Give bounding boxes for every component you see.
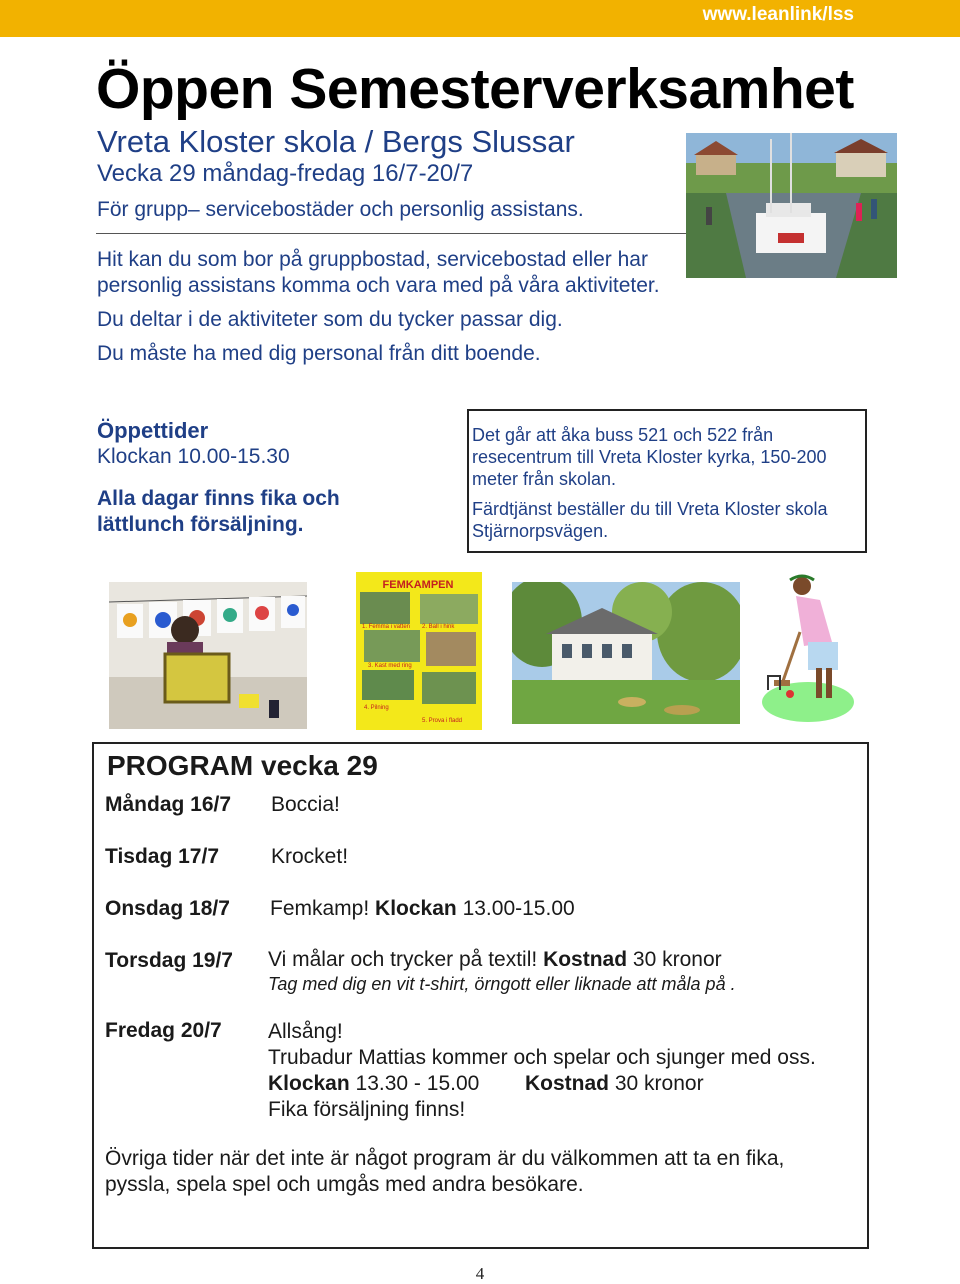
school-yard-photo <box>512 582 740 724</box>
cost-label: Kostnad <box>525 1072 609 1095</box>
cost-value: 30 kronor <box>632 948 722 971</box>
textile-printing-photo <box>109 582 307 729</box>
program-title: PROGRAM vecka 29 <box>107 750 378 781</box>
time-value: 13.00-15.00 <box>462 897 575 920</box>
day-label: Torsdag 19/7 <box>105 949 233 972</box>
activity-line-4: Fika försäljning finns! <box>268 1098 466 1121</box>
bus-info: Det går att åka buss 521 och 522 från resecentrum till Vreta Kloster kyrka, 150-200 meter från skolan. <box>472 425 827 489</box>
program-box <box>92 742 869 1249</box>
cost-label: Kostnad <box>543 948 628 971</box>
intro-paragraph-2: Du deltar i de aktiviteter som du tycker passar dig. <box>97 308 563 331</box>
poster-item-5: 5. Prova i fladd <box>422 718 463 724</box>
activity-text: Boccia! <box>271 793 340 816</box>
activity-line-2: Trubadur Mattias kommer och spelar och sjunger med oss. <box>268 1046 816 1069</box>
fardtjanst-info: Färdtjänst beställer du till Vreta Kloster skola Stjärnorpsvägen. <box>472 499 828 541</box>
cost-value: 30 kronor <box>614 1072 704 1095</box>
activity-text: Femkamp! <box>270 897 370 920</box>
poster-item-2: 2. Ball i hink <box>422 624 455 630</box>
day-label: Onsdag 18/7 <box>105 897 230 920</box>
femkamp-poster <box>356 572 482 730</box>
page-title: Öppen Semesterverksamhet <box>96 57 854 121</box>
hours-title: Öppettider <box>97 418 209 443</box>
croquet-player-clipart <box>760 572 856 724</box>
activity-text: Vi målar och trycker på textil! <box>268 948 538 971</box>
time-label: Klockan <box>268 1072 350 1095</box>
header-bar <box>0 0 960 37</box>
time-value: 13.30 - 15.00 <box>355 1072 480 1095</box>
poster-heading: FEMKAMPEN <box>382 579 454 591</box>
program-closing-text: Övriga tider när det inte är något program är du välkommen att ta en fika, pyssla, spela spel och umgås med andra besökare. <box>105 1147 785 1196</box>
poster-item-4: 4. Pilning <box>364 705 389 711</box>
opening-hours <box>97 418 447 538</box>
activity-text: Krocket! <box>271 845 349 868</box>
intro-paragraph-1: Hit kan du som bor på gruppbostad, servicebostad eller har personlig assistans komma och vara med på våra aktiviteter. <box>97 248 660 297</box>
poster-item-3: 3. Kast med ring <box>368 663 412 669</box>
subtitle-week: Vecka 29 måndag-fredag 16/7-20/7 <box>97 160 474 187</box>
poster-item-1: 1. Femma i vatten <box>362 624 411 630</box>
hours-fika: Alla dagar finns fika och lättlunch försäljning. <box>97 487 340 536</box>
transport-box <box>467 409 867 553</box>
canal-lock-photo <box>686 133 897 278</box>
subtitle-location: Vreta Kloster skola / Bergs Slussar <box>97 124 575 159</box>
activity-text: Allsång! <box>268 1020 343 1043</box>
subtitle-audience: För grupp– servicebostäder och personlig assistans. <box>97 198 584 221</box>
activity-note: Tag med dig en vit t-shirt, örngott eller liknade att måla på . <box>268 974 736 994</box>
time-label: Klockan <box>375 897 457 920</box>
intro-paragraph-3: Du måste ha med dig personal från ditt boende. <box>97 342 541 365</box>
divider <box>96 233 686 234</box>
day-label: Tisdag 17/7 <box>105 845 220 868</box>
day-label: Måndag 16/7 <box>105 793 232 816</box>
page-number: 4 <box>475 1264 485 1283</box>
header-url[interactable]: www.leanlink/lss <box>702 4 854 25</box>
day-label: Fredag 20/7 <box>105 1019 222 1042</box>
hours-time: Klockan 10.00-15.30 <box>97 445 290 468</box>
intro-text <box>97 247 677 367</box>
